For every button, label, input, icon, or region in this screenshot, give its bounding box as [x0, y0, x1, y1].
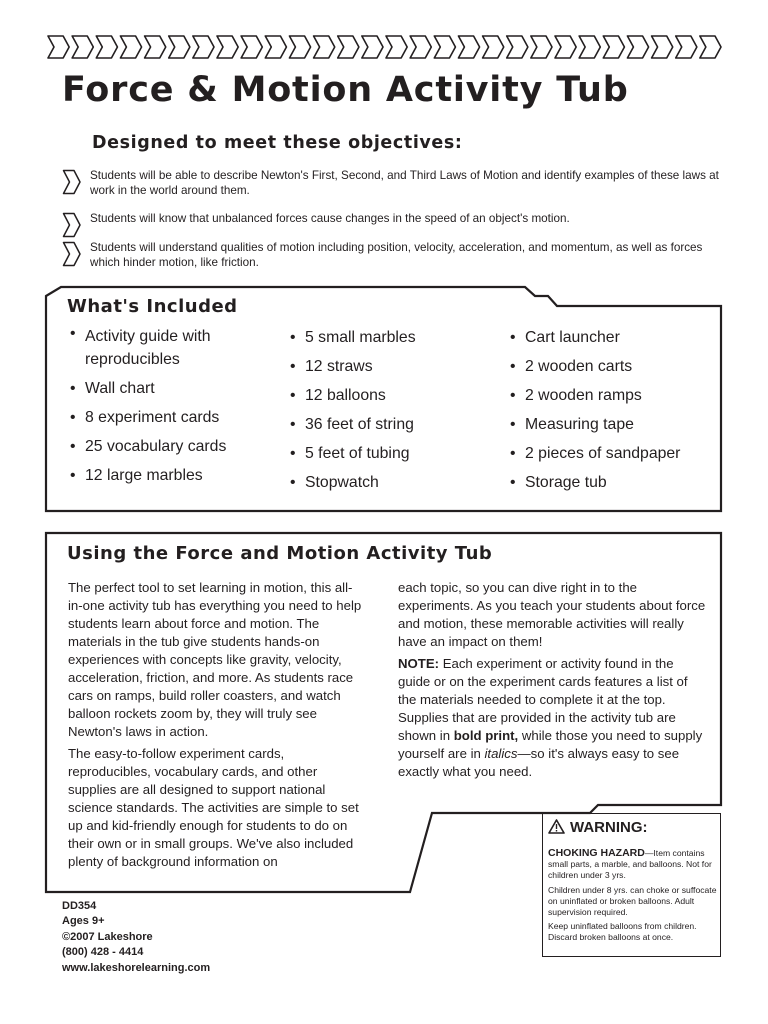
using-right-column	[398, 579, 708, 785]
note-label: NOTE:	[398, 656, 440, 671]
copyright: ©2007 Lakeshore	[62, 930, 153, 943]
hazard-text: —Item contains small parts, a marble, and balloons. Not for children under 3 yrs.	[548, 848, 712, 881]
included-item: • Measuring tape	[510, 410, 710, 439]
objectives-heading: Designed to meet these objectives:	[92, 133, 463, 153]
using-left-column	[68, 579, 366, 875]
included-item: • Cart launcher	[510, 323, 710, 352]
warning-text	[548, 848, 720, 947]
using-heading: Using the Force and Motion Activity Tub	[67, 543, 493, 564]
included-item: • 12 straws	[290, 352, 490, 381]
age-rating: Ages 9+	[62, 915, 105, 928]
note-text: Each experiment or activity found in the guide or on the experiment cards features a list of the materials needed to complete it at the top. Supplies that are provided in the activity tub are shown in	[398, 656, 688, 743]
warning-line: Children under 8 yrs. can choke or suffocate on uninflated or broken balloons. Adult supervision required.	[548, 884, 717, 918]
included-item: • 5 feet of tubing	[290, 439, 490, 468]
note-bold-example: bold print,	[453, 728, 519, 743]
included-item: • 8 experiment cards	[70, 403, 270, 432]
included-item: • Storage tub	[510, 468, 710, 497]
included-item: • 2 wooden ramps	[510, 381, 710, 410]
objective-text: Students will be able to describe Newton's First, Second, and Third Laws of Motion and identify examples of these laws at work in the world around them.	[90, 169, 719, 197]
included-item: • Activity guide with reproducibles	[70, 323, 270, 374]
warning-box	[542, 813, 721, 957]
included-item: • 2 wooden carts	[510, 352, 710, 381]
included-list-col1	[70, 323, 270, 490]
footer-info	[62, 899, 210, 976]
note-text: while those you need to supply yourself are in	[398, 728, 703, 761]
using-paragraph: each topic, so you can dive right in to the experiments. As you teach your students about force and motion, these memorable activities will really have an impact on them!	[398, 580, 706, 649]
included-item: • 2 pieces of sandpaper	[510, 439, 710, 468]
included-item: • Stopwatch	[290, 468, 490, 497]
warning-triangle-icon	[548, 819, 565, 834]
product-code: DD354	[62, 900, 97, 912]
objective-text: Students will understand qualities of motion including position, velocity, acceleration, and momentum, as well as forces which hinder motion, like friction.	[90, 241, 703, 269]
included-item: • 12 large marbles	[70, 461, 270, 490]
included-item: • 12 balloons	[290, 381, 490, 410]
included-item: • Wall chart	[70, 374, 270, 403]
phone-number: (800) 428 - 4414	[62, 946, 144, 959]
note-text: —so it's always easy to see exactly what you need.	[398, 746, 680, 779]
included-item: • 25 vocabulary cards	[70, 432, 270, 461]
hazard-label: CHOKING HAZARD	[548, 847, 645, 859]
warning-heading	[548, 819, 648, 836]
note-paragraph	[398, 655, 708, 781]
warning-heading-text: WARNING:	[570, 819, 648, 836]
included-heading: What's Included	[67, 296, 238, 317]
warning-hazard	[548, 848, 720, 882]
page-title: Force & Motion Activity Tub	[62, 70, 629, 110]
objective-text: Students will know that unbalanced forces cause changes in the speed of an object's motion.	[90, 212, 570, 225]
included-item: • 36 feet of string	[290, 410, 490, 439]
using-paragraph: The easy-to-follow experiment cards, reproducibles, vocabulary cards, and other supplies are all designed to support national science standards. The activities are simple to set up and kid-friendly enough for students to do on their own or in small groups. We've also included plenty of background information on	[68, 746, 359, 869]
website: www.lakeshorelearning.com	[62, 961, 211, 974]
included-list-col3	[510, 323, 710, 497]
note-italic-example: italics	[484, 746, 518, 761]
warning-line: Keep uninflated balloons from children. Discard broken balloons at once.	[548, 921, 697, 943]
using-paragraph: The perfect tool to set learning in motion, this all-in-one activity tub has everything you need to help students learn about force and motion. The materials in the tub give students hands-on experiences with concepts like gravity, velocity, acceleration, friction, and more. As students race cars on ramps, build roller coasters, and watch balloon rockets zoom by, they will truly see Newton's laws in action.	[68, 580, 362, 739]
included-list-col2	[290, 323, 490, 497]
included-item: • 5 small marbles	[290, 323, 490, 352]
